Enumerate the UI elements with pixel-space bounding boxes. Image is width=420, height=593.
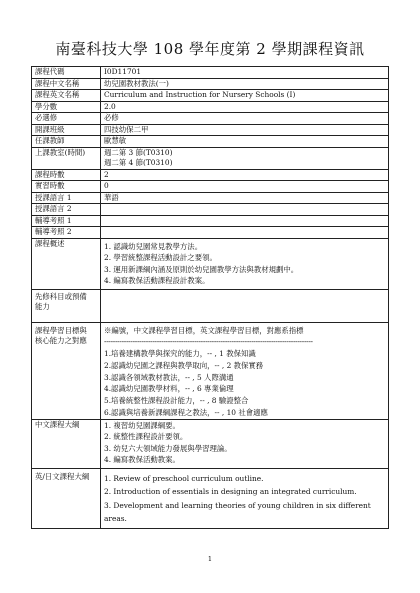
outline-cn-item: 1. 複習幼兒園課綱要。 — [104, 420, 180, 430]
field-label: 授課語言 2 — [32, 204, 101, 216]
course-chinese-name: 幼兒園教材教法(一) — [101, 78, 389, 90]
overview-item: 3. 運用新課綱內涵及原則於幼兒園教學方法與教材規劃中。 — [104, 264, 299, 274]
outline-en-item: 1. Review of preschool curriculum outline. — [104, 473, 264, 483]
goal-item: 2.認識幼兒園之課程與教學取向，-- , 2 教保實務 — [104, 360, 264, 370]
classroom-time-cell — [101, 147, 389, 169]
field-label: 課程英文名稱 — [32, 90, 101, 102]
table-row — [32, 136, 389, 148]
field-label: 必選修 — [32, 113, 101, 125]
class-value: 四技幼保二甲 — [101, 124, 389, 136]
outline-en-item: 2. Introduction of essentials in designing an integrated curriculum. — [104, 487, 357, 497]
page-title: 南臺科技大學 108 學年度第 2 學期課程資訊 — [55, 40, 365, 58]
course-type-value: 必修 — [101, 113, 389, 125]
field-label: 實習時數 — [32, 181, 101, 193]
table-row — [32, 78, 389, 90]
table-row — [32, 67, 389, 79]
field-label: 上課教室(時間) — [32, 147, 101, 169]
page-number: 1 — [207, 555, 213, 563]
goals-label-line: 課程學習目標與 — [35, 325, 87, 335]
table-row — [32, 468, 389, 528]
credits-value: 2.0 — [101, 101, 389, 113]
classroom-time-2: 週二第 4 節(T0310) — [104, 158, 173, 167]
table-row — [32, 289, 389, 322]
goals-header: ※編號，中文課程學習目標，英文課程學習目標，對應系指標 — [104, 325, 304, 335]
overview-item: 2. 學習統整課程活動設計之要領。 — [104, 253, 217, 262]
prereq-label-line: 先修科目或預備 — [35, 291, 87, 301]
table-row — [32, 101, 389, 113]
goal-item: 4.認識幼兒園教學材料，-- , 6 專業倫理 — [104, 384, 234, 394]
field-label: 中文課程大綱 — [32, 419, 101, 468]
language-2-value — [101, 204, 389, 216]
goals-divider: ----------------------------------------------------------------------------------------------- — [104, 337, 313, 347]
overview-item: 1. 認識幼兒園常見教學方法。 — [104, 241, 203, 251]
table-row — [32, 113, 389, 125]
table-row — [32, 90, 389, 102]
outline-en-cell — [101, 468, 389, 528]
field-label: 輔導考照 2 — [32, 227, 101, 239]
field-label — [32, 289, 101, 322]
table-row — [32, 227, 389, 239]
prereq-label-line: 能力 — [35, 302, 50, 311]
table-row — [32, 322, 389, 419]
table-row — [32, 419, 389, 468]
license-1-value — [101, 215, 389, 227]
table-row — [32, 169, 389, 181]
field-label: 課程代碼 — [32, 67, 101, 79]
field-label: 課程中文名稱 — [32, 78, 101, 90]
table-row — [32, 147, 389, 169]
goal-item: 1.培養建構教學與探究的能力，-- , 1 教保知識 — [104, 349, 256, 359]
goals-cell — [101, 322, 389, 419]
course-english-name: Curriculum and Instruction for Nursery Schools (I) — [101, 90, 389, 102]
goal-item: 6.認識與培養新課綱課程之教法，-- , 10 社會適應 — [104, 408, 268, 418]
outline-cn-item: 4. 編寫教保活動教案。 — [104, 455, 180, 465]
field-label: 授課語言 1 — [32, 192, 101, 204]
goal-item: 3.認識各領域教材教法，-- , 5 人際溝通 — [104, 372, 234, 382]
field-label: 任課教師 — [32, 136, 101, 148]
practice-hours-value: 0 — [101, 181, 389, 193]
table-row — [32, 215, 389, 227]
course-code: I0D11701 — [101, 67, 389, 79]
field-label: 學分數 — [32, 101, 101, 113]
license-2-value — [101, 227, 389, 239]
language-1-value: 華語 — [101, 192, 389, 204]
goals-label-line: 核心能力之對應 — [35, 336, 87, 345]
field-label: 英/日文課程大綱 — [32, 468, 101, 528]
table-row — [32, 238, 389, 289]
table-row — [32, 192, 389, 204]
teacher-value: 歐慧敏 — [101, 136, 389, 148]
field-label: 課程時數 — [32, 169, 101, 181]
goal-item: 5.培養統整性課程設計能力，-- , 8 驗證整合 — [104, 396, 249, 406]
field-label: 輔導考照 1 — [32, 215, 101, 227]
outline-en-item: 3. Development and learning theories of young children in six different — [104, 500, 371, 510]
overview-cell — [101, 238, 389, 289]
outline-en-item: areas. — [104, 514, 127, 524]
outline-cn-cell — [101, 419, 389, 468]
prereq-value — [101, 289, 389, 322]
outline-cn-item: 2. 統整性課程設計要領。 — [104, 432, 188, 442]
hours-value: 2 — [101, 169, 389, 181]
field-label: 課程概述 — [32, 238, 101, 289]
field-label: 開課班級 — [32, 124, 101, 136]
overview-item: 4. 編寫教保活動課程設計教案。 — [104, 276, 210, 285]
outline-cn-item: 3. 幼兒六大領域能力發展與學習理論。 — [104, 443, 232, 453]
table-row — [32, 181, 389, 193]
course-info-table — [31, 66, 389, 529]
classroom-time-1: 週二第 3 節(T0310) — [104, 147, 173, 157]
field-label — [32, 322, 101, 419]
table-row — [32, 124, 389, 136]
table-row — [32, 204, 389, 216]
